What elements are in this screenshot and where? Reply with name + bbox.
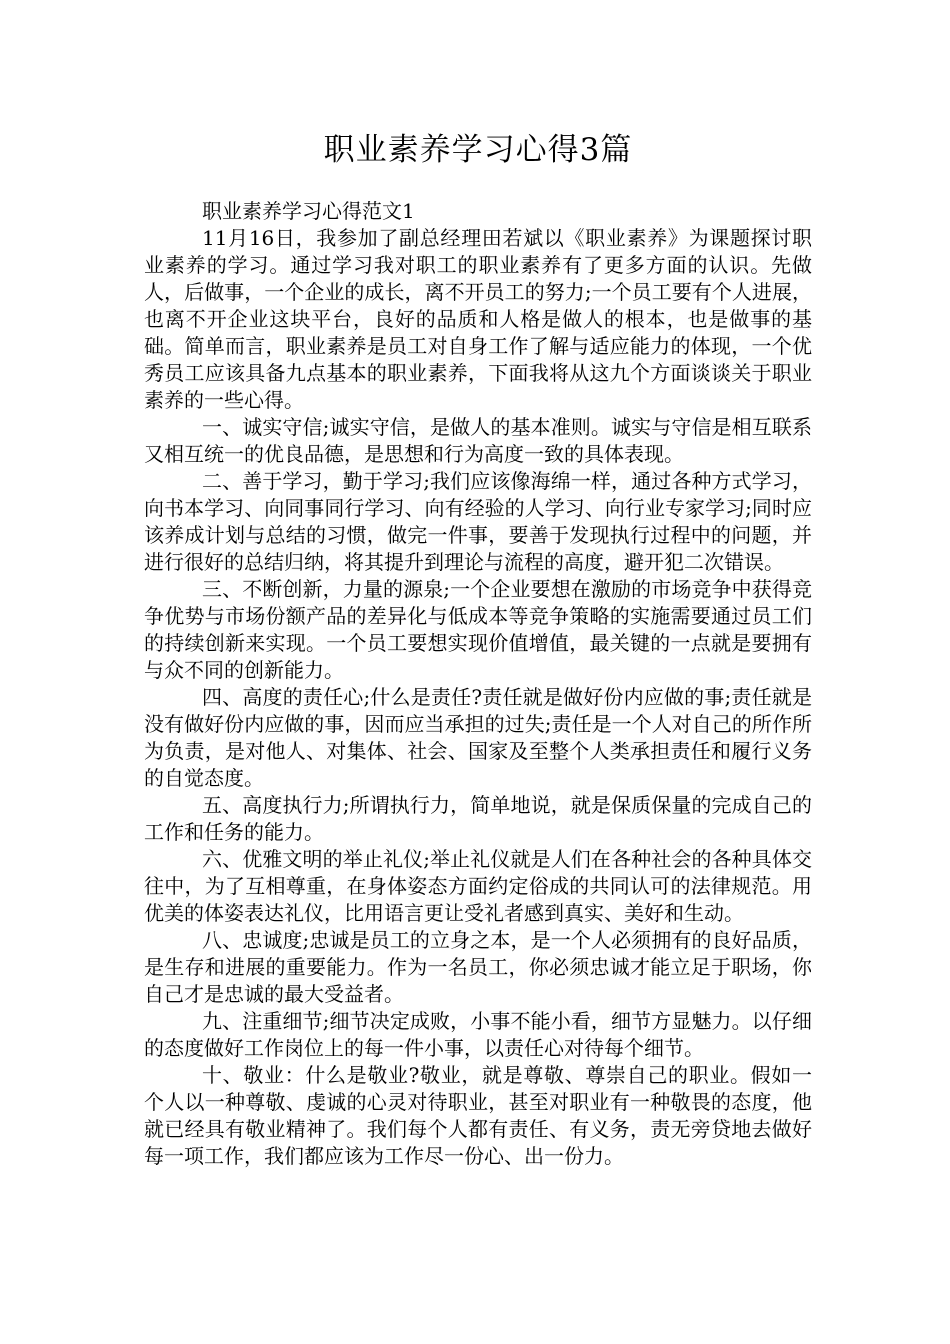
paragraph-learning: 二、善于学习，勤于学习;我们应该像海绵一样，通过各种方式学习，向书本学习、向同事同行学习、向有经验的人学习、向行业专家学习;同时应该养成计划与总结的习惯，做完一件事，要善于发现执行过程中的问题，并进行很好的总结归纳，将其提升到理论与流程的高度，避开犯二次错误。 (144, 469, 812, 574)
section-subheading: 职业素养学习心得范文1 (202, 199, 415, 223)
paragraph-responsibility: 四、高度的责任心;什么是责任?责任就是做好份内应做的事;责任就是没有做好份内应做的事，因而应当承担的过失;责任是一个人对自己的所作所为负责，是对他人、对集体、社会、国家及至整个人类承担责任和履行义务的自觉态度。 (144, 685, 812, 790)
document-body (144, 198, 812, 1170)
paragraph-intro: 11月16日，我参加了副总经理田若斌以《职业素养》为课题探讨职业素养的学习。通过学习我对职工的职业素养有了更多方面的认识。先做人，后做事，一个企业的成长，离不开员工的努力;一个员工要有个人进展，也离不开企业这块平台，良好的品质和人格是做人的根本，也是做事的基础。简单而言，职业素养是员工对自身工作了解与适应能力的体现，一个优秀员工应该具备九点基本的职业素养，下面我将从这九个方面谈谈关于职业素养的一些心得。 (144, 226, 812, 412)
paragraph-loyalty: 八、忠诚度;忠诚是员工的立身之本，是一个人必须拥有的良好品质，是生存和进展的重要能力。作为一名员工，你必须忠诚才能立足于职场，你自己才是忠诚的最大受益者。 (144, 928, 812, 1006)
paragraph-innovation: 三、不断创新，力量的源泉;一个企业要想在激励的市场竞争中获得竞争优势与市场份额产品的差异化与低成本等竞争策略的实施需要通过员工们的持续创新来实现。一个员工要想实现价值增值，最关键的一点就是要拥有与众不同的创新能力。 (144, 577, 812, 682)
paragraph-dedication: 十、敬业：什么是敬业?敬业，就是尊敬、尊崇自己的职业。假如一个人以一种尊敬、虔诚的心灵对待职业，甚至对职业有一种敬畏的态度，他就已经具有敬业精神了。我们每个人都有责任、有义务，责无旁贷地去做好每一项工作，我们都应该为工作尽一份心、出一份力。 (144, 1063, 812, 1168)
document-title: 职业素养学习心得3篇 (323, 132, 633, 168)
paragraph-execution: 五、高度执行力;所谓执行力，简单地说，就是保质保量的完成自己的工作和任务的能力。 (144, 793, 812, 844)
paragraph-details: 九、注重细节;细节决定成败，小事不能小看，细节方显魅力。以仔细的态度做好工作岗位上的每一件小事，以责任心对待每个细节。 (144, 1009, 812, 1060)
paragraph-honesty: 一、诚实守信;诚实守信，是做人的基本准则。诚实与守信是相互联系又相互统一的优良品德，是思想和行为高度一致的具体表现。 (144, 415, 812, 466)
paragraph-etiquette: 六、优雅文明的举止礼仪;举止礼仪就是人们在各种社会的各种具体交往中，为了互相尊重，在身体姿态方面约定俗成的共同认可的法律规范。用优美的体姿表达礼仪，比用语言更让受礼者感到真实、美好和生动。 (144, 847, 812, 925)
